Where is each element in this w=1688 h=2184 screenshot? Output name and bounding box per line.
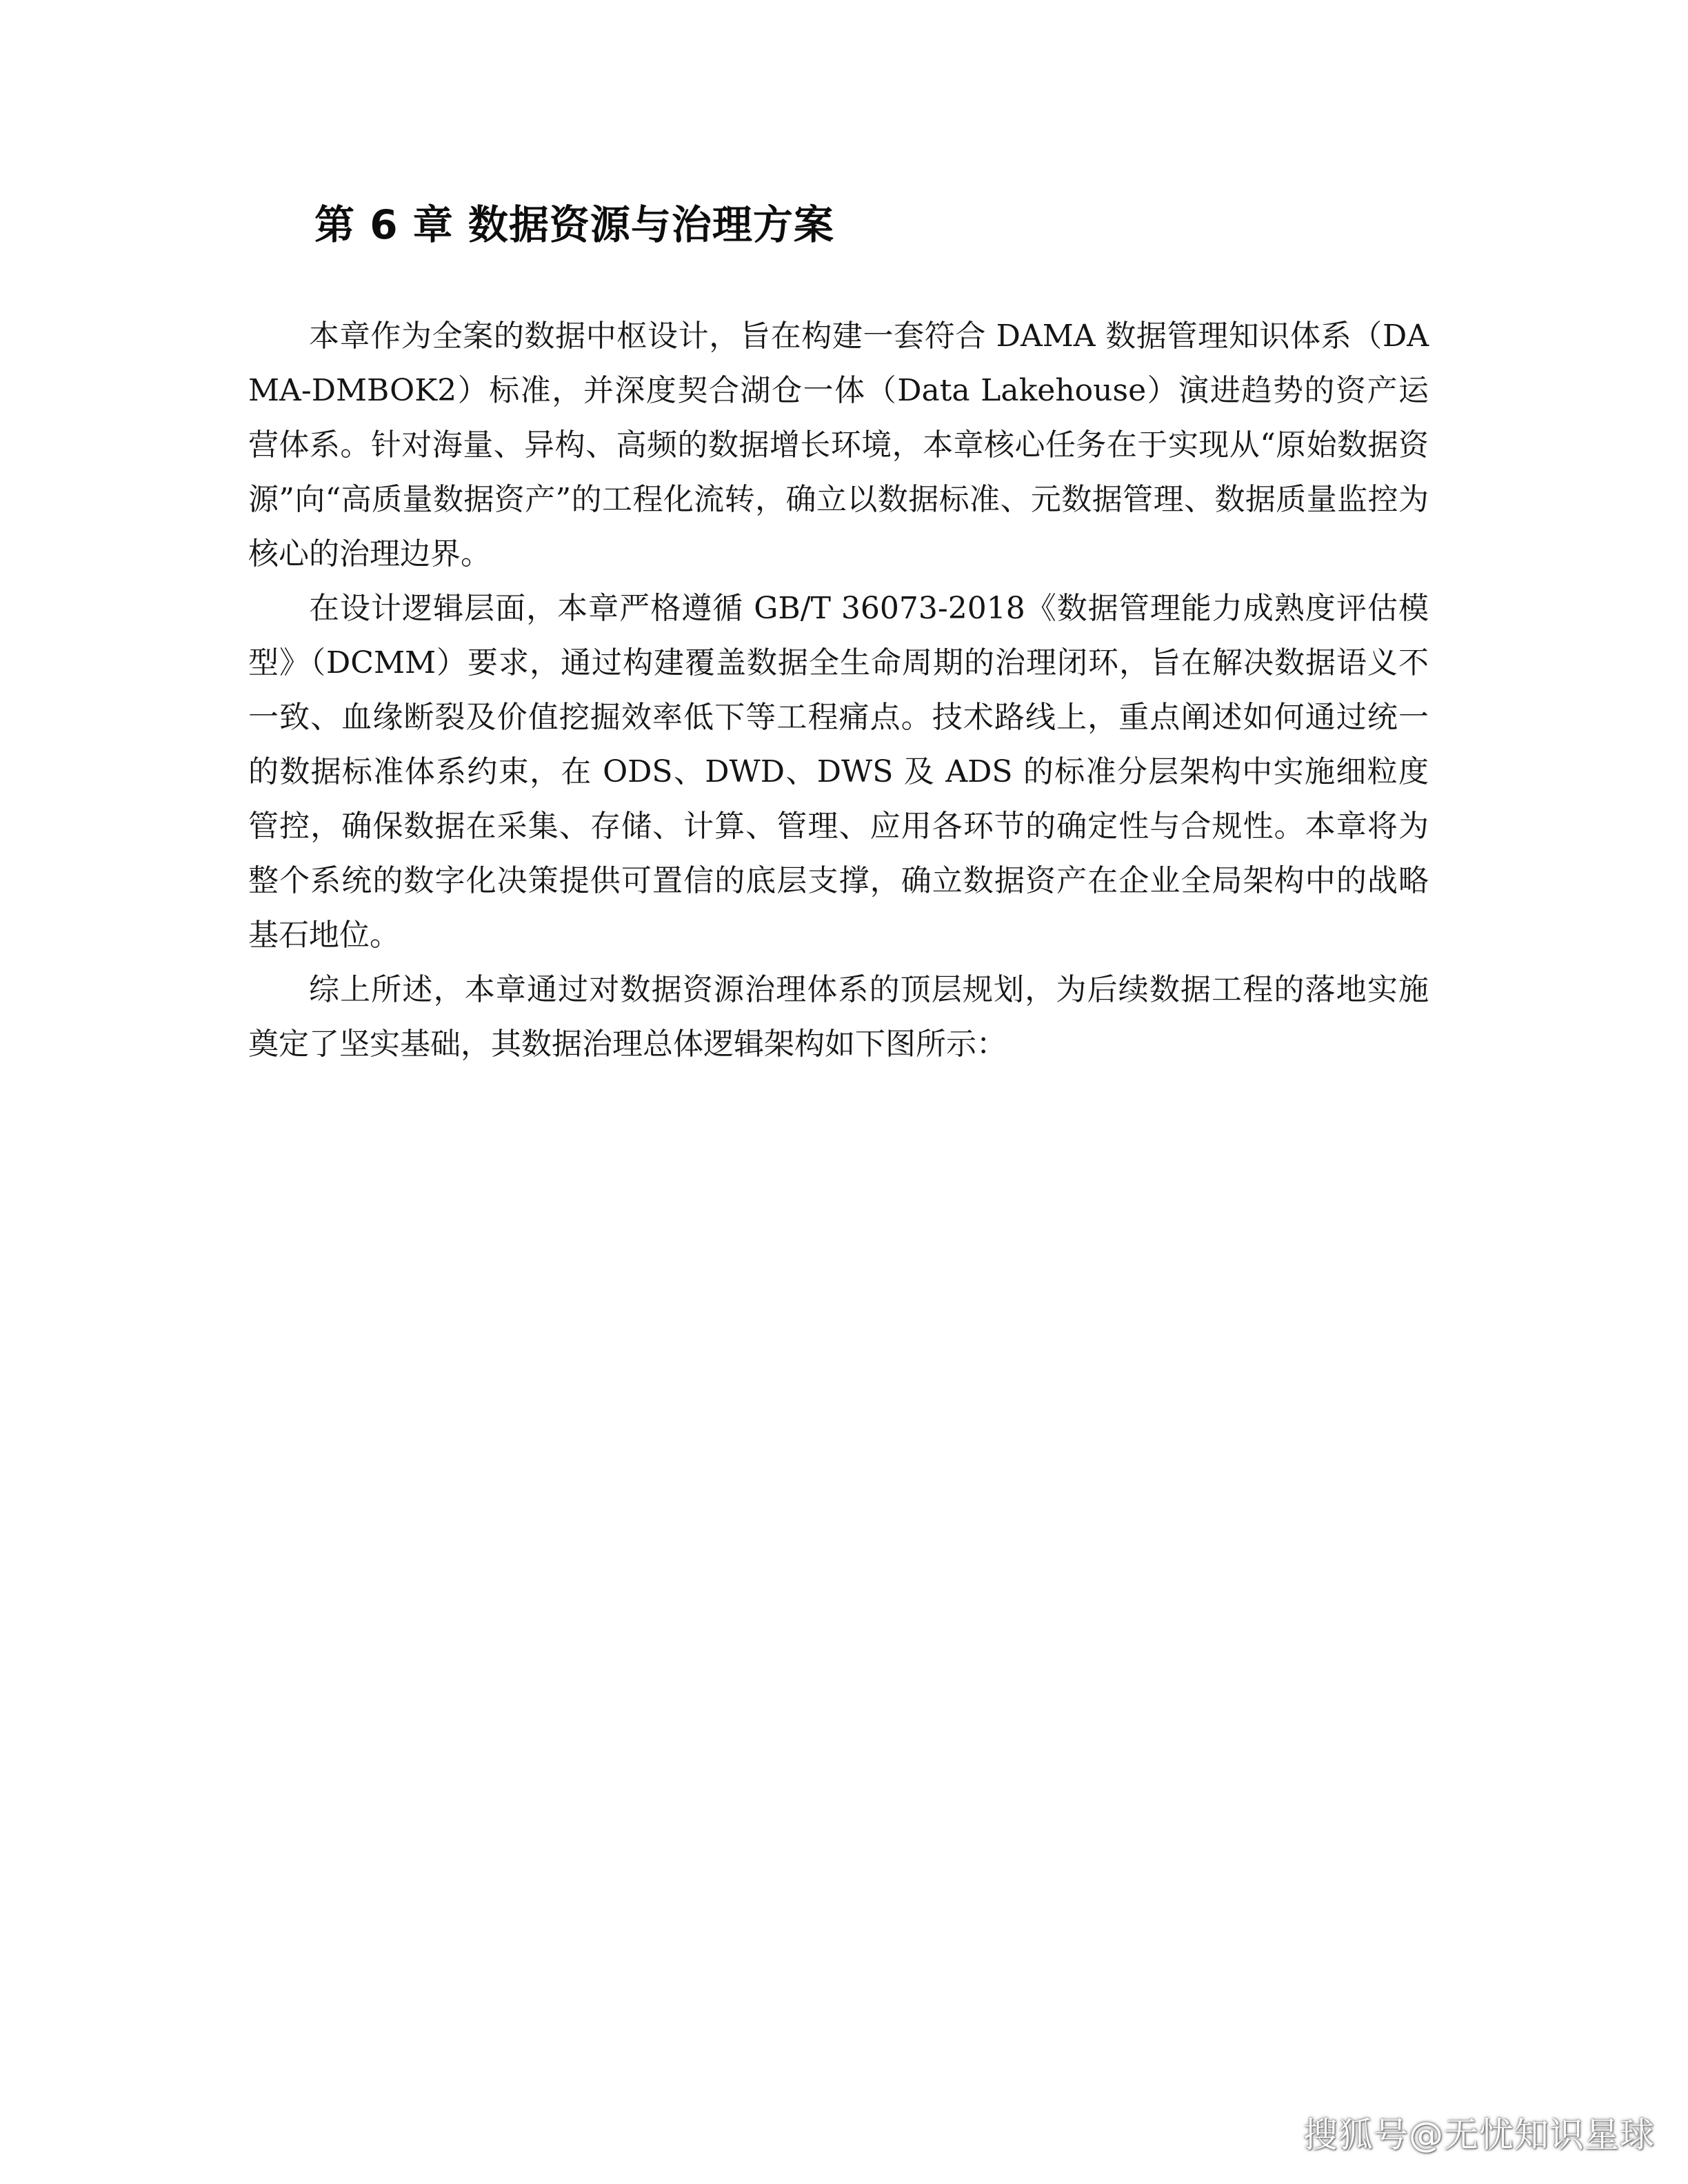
paragraph-design-logic: 在设计逻辑层面，本章严格遵循 GB/T 36073-2018《数据管理能力成熟度评估模型》（DCMM）要求，通过构建覆盖数据全生命周期的治理闭环，旨在解决数据语义不一致、血缘断裂及价值挖掘效率低下等工程痛点。技术路线上，重点阐述如何通过统一的数据标准体系约束，在 ODS、DWD、DWS 及 ADS 的标准分层架构中实施细粒度管控，确保数据在采集、存储、计算、管理、应用各环节的确定性与合规性。本章将为整个系统的数字化决策提供可置信的底层支撑，确立数据资产在企业全局架构中的战略基石地位。 xyxy=(248,591,1429,953)
paragraph-summary: 综上所述，本章通过对数据资源治理体系的顶层规划，为后续数据工程的落地实施奠定了坚实基础，其数据治理总体逻辑架构如下图所示： xyxy=(248,972,1429,1062)
chapter-title: 第 6 章 数据资源与治理方案 xyxy=(314,201,834,248)
watermark: 搜狐号@无忧知识星球 xyxy=(1303,2115,1655,2155)
paragraph-intro: 本章作为全案的数据中枢设计，旨在构建一套符合 DAMA 数据管理知识体系（DAMA-DMBOK2）标准，并深度契合湖仓一体（Data Lakehouse）演进趋势的资产运营体系。针对海量、异构、高频的数据增长环境，本章核心任务在于实现从“原始数据资源”向“高质量数据资产”的工程化流转，确立以数据标准、元数据管理、数据质量监控为核心的治理边界。 xyxy=(248,318,1429,572)
body-text xyxy=(248,309,1429,1071)
